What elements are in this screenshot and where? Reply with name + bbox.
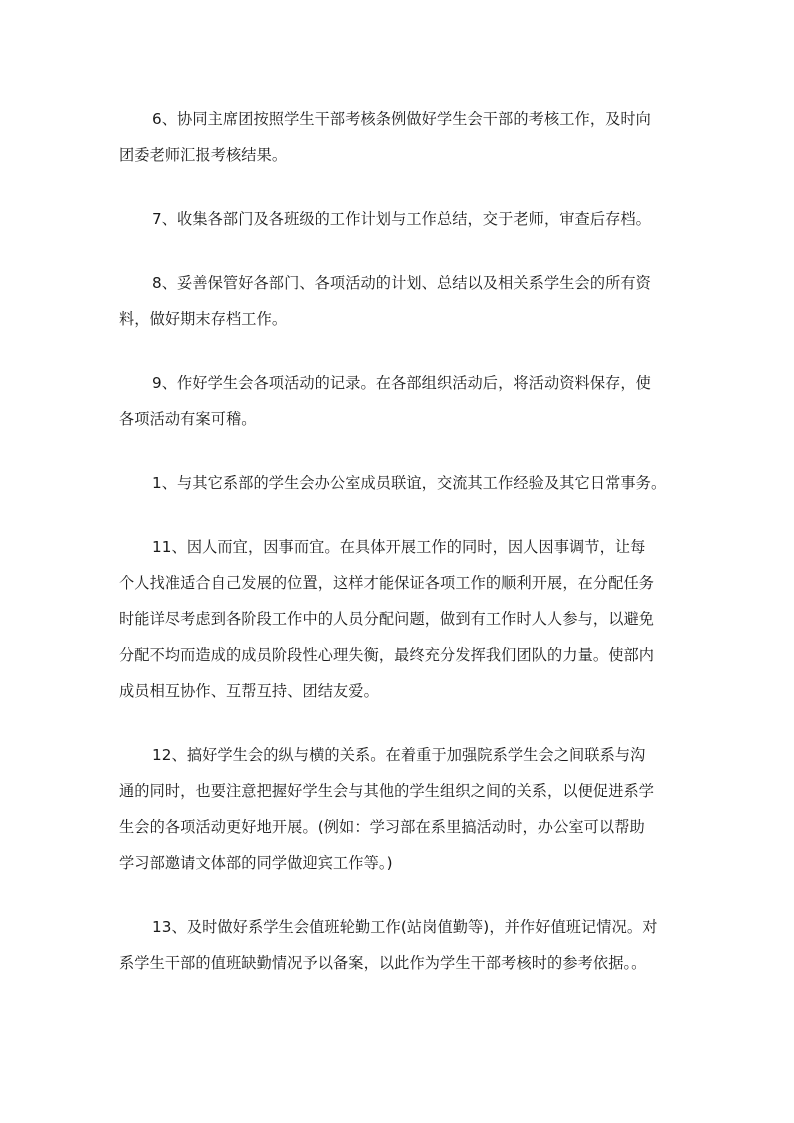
paragraph-line: 11、因人而宜，因事而宜。在具体开展工作的同时，因人因事调节，让每 bbox=[152, 538, 646, 556]
paragraph-line: 团委老师汇报考核结果。 bbox=[119, 146, 288, 164]
paragraph-line: 7、收集各部门及各班级的工作计划与工作总结，交于老师，审查后存档。 bbox=[152, 210, 651, 228]
paragraph-line: 8、妥善保管好各部门、各项活动的计划、总结以及相关系学生会的所有资 bbox=[152, 274, 651, 292]
paragraph-line: 学习部邀请文体部的同学做迎宾工作等。) bbox=[119, 854, 393, 872]
paragraph-13 bbox=[119, 909, 683, 981]
paragraph-line: 生会的各项活动更好地开展。(例如：学习部在系里搞活动时，办公室可以帮助 bbox=[119, 818, 645, 836]
paragraph-7 bbox=[119, 201, 683, 237]
paragraph-line: 各项活动有案可稽。 bbox=[119, 410, 257, 428]
document-body bbox=[119, 101, 683, 1009]
paragraph-line: 1、与其它系部的学生会办公室成员联谊，交流其工作经验及其它日常事务。 bbox=[152, 474, 667, 492]
paragraph-11 bbox=[119, 529, 683, 709]
paragraph-line: 时能详尽考虑到各阶段工作中的人员分配问题，做到有工作时人人参与，以避免 bbox=[119, 610, 655, 628]
paragraph-line: 6、协同主席团按照学生干部考核条例做好学生会干部的考核工作，及时向 bbox=[152, 110, 651, 128]
paragraph-10 bbox=[119, 465, 683, 501]
paragraph-line: 成员相互协作、互帮互持、团结友爱。 bbox=[119, 682, 379, 700]
paragraph-line: 分配不均而造成的成员阶段性心理失衡，最终充分发挥我们团队的力量。使部内 bbox=[119, 646, 655, 664]
paragraph-line: 系学生干部的值班缺勤情况予以备案，以此作为学生干部考核时的参考依据。。 bbox=[119, 954, 647, 972]
paragraph-line: 通的同时，也要注意把握好学生会与其他的学生组织之间的关系，以便促进系学 bbox=[119, 782, 655, 800]
paragraph-line: 个人找准适合自己发展的位置，这样才能保证各项工作的顺利开展，在分配任务 bbox=[119, 574, 655, 592]
paragraph-line: 13、及时做好系学生会值班轮勤工作(站岗值勤等)，并作好值班记情况。对 bbox=[152, 918, 658, 936]
paragraph-6 bbox=[119, 101, 683, 173]
paragraph-line: 料，做好期末存档工作。 bbox=[119, 310, 288, 328]
paragraph-9 bbox=[119, 365, 683, 437]
paragraph-8 bbox=[119, 265, 683, 337]
paragraph-line: 12、搞好学生会的纵与横的关系。在着重于加强院系学生会之间联系与沟 bbox=[152, 746, 646, 764]
paragraph-12 bbox=[119, 737, 683, 881]
paragraph-line: 9、作好学生会各项活动的记录。在各部组织活动后，将活动资料保存，使 bbox=[152, 374, 651, 392]
